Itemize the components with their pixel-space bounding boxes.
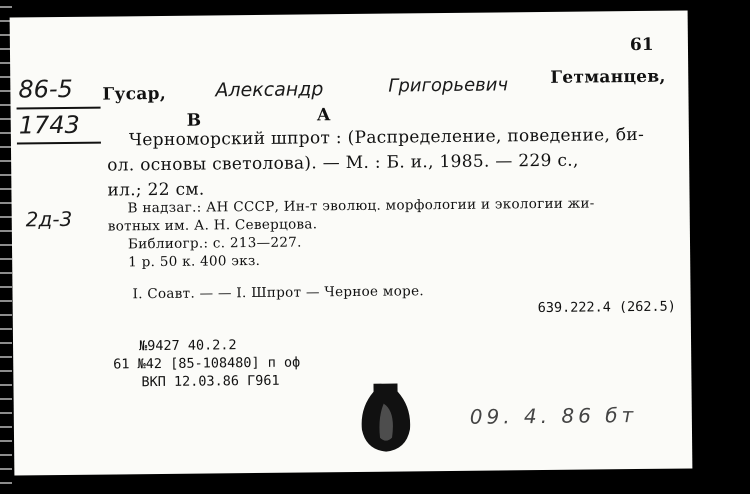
bottom-line-1: №9427 40.2.2 [138,337,237,355]
author-patronymic-handwritten: Григорьевич [388,74,509,97]
tracings: I. Соавт. — — I. Шпрот — Черное море. [132,283,425,303]
shelf-mark-underline [17,142,101,145]
handwritten-code: 2д-3 [25,206,73,232]
title-line-1: Черноморский шпрот : (Распределение, поведение, би- [128,124,645,151]
handwritten-date-stamp: 09. 4. 86 бт [469,403,638,429]
note-price: 1 р. 50 к. 400 экз. [128,252,261,271]
initial-left: В [186,110,202,131]
author-firstname-handwritten: Александр [215,78,324,102]
bottom-line-3: ВКП 12.03.86 Г961 [141,372,280,391]
catalog-card [10,10,693,475]
initial-right: А [316,105,331,126]
shelf-mark-divider [17,107,101,110]
note-bibliography: Библиогр.: с. 213—227. [127,234,302,253]
note-line-1: В надзаг.: АН СССР, Ин-т эволюц. морфологии и экологии жи- [127,195,595,217]
shelf-mark-line1: 86-5 [18,74,73,104]
coauthor-name: Гетманцев, [550,66,666,88]
author-surname: Гусар, [102,83,167,105]
title-line-3: ил.; 22 см. [107,179,205,201]
bottom-line-2: 61 №42 [85-108480] п оф [113,354,301,373]
ink-blot-stamp [357,381,414,454]
shelf-mark-line2: 1743 [18,110,80,140]
classification-index: 639.222.4 (262.5) [537,298,676,317]
note-line-2: вотных им. А. Н. Северцова. [107,216,318,235]
card-number: 61 [629,34,654,56]
title-line-2: ол. основы светолова). — М. : Б. и., 1985. — 229 с., [107,150,579,176]
